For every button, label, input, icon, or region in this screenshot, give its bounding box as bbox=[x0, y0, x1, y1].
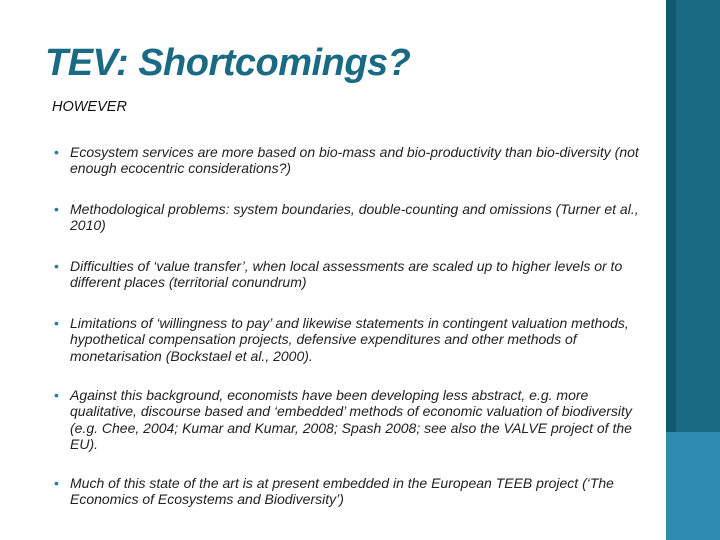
bullet-icon: • bbox=[54, 475, 59, 491]
bullet-icon: • bbox=[54, 201, 59, 217]
bullet-icon: • bbox=[54, 258, 59, 274]
side-bar-accent bbox=[666, 432, 720, 540]
bullet-text: Against this background, economists have been developing less abstract, e.g. more qualitative, discourse based and ‘embedded’ methods of economic valuation of biodiversity (e.g. Chee, 2004; Kumar and Kumar, 2008; Spash 2008; see also the VALVE project of the EU). bbox=[70, 387, 632, 453]
bullet-item bbox=[52, 475, 642, 511]
bullet-list bbox=[52, 144, 642, 511]
slide-title: TEV: Shortcomings? bbox=[45, 42, 411, 84]
bullet-icon: • bbox=[54, 315, 59, 331]
bullet-icon: • bbox=[54, 144, 59, 160]
bullet-item bbox=[52, 387, 642, 475]
bullet-text: Ecosystem services are more based on bio-mass and bio-productivity than bio-diversity (not enough ecocentric considerations?) bbox=[70, 144, 639, 177]
bullet-item bbox=[52, 258, 642, 315]
bullet-text: Methodological problems: system boundaries, double-counting and omissions (Turner et al., 2010) bbox=[70, 201, 639, 234]
slide-subhead: HOWEVER bbox=[52, 99, 127, 115]
bullet-text: Much of this state of the art is at present embedded in the European TEEB project (‘The Economics of Ecosystems and Biodiversity’) bbox=[70, 475, 614, 508]
bullet-icon: • bbox=[54, 387, 59, 403]
bullet-text: Limitations of ‘willingness to pay’ and likewise statements in contingent valuation methods, hypothetical compensation projects, defensive expenditures and other methods of monetarisation (Bockstael et al., 2000). bbox=[70, 315, 629, 364]
bullet-text: Difficulties of ‘value transfer’, when local assessments are scaled up to higher levels or to different places (territorial conundrum) bbox=[70, 258, 623, 291]
bullet-item bbox=[52, 315, 642, 387]
bullet-item bbox=[52, 144, 642, 201]
bullet-item bbox=[52, 201, 642, 258]
side-bar bbox=[666, 0, 720, 540]
